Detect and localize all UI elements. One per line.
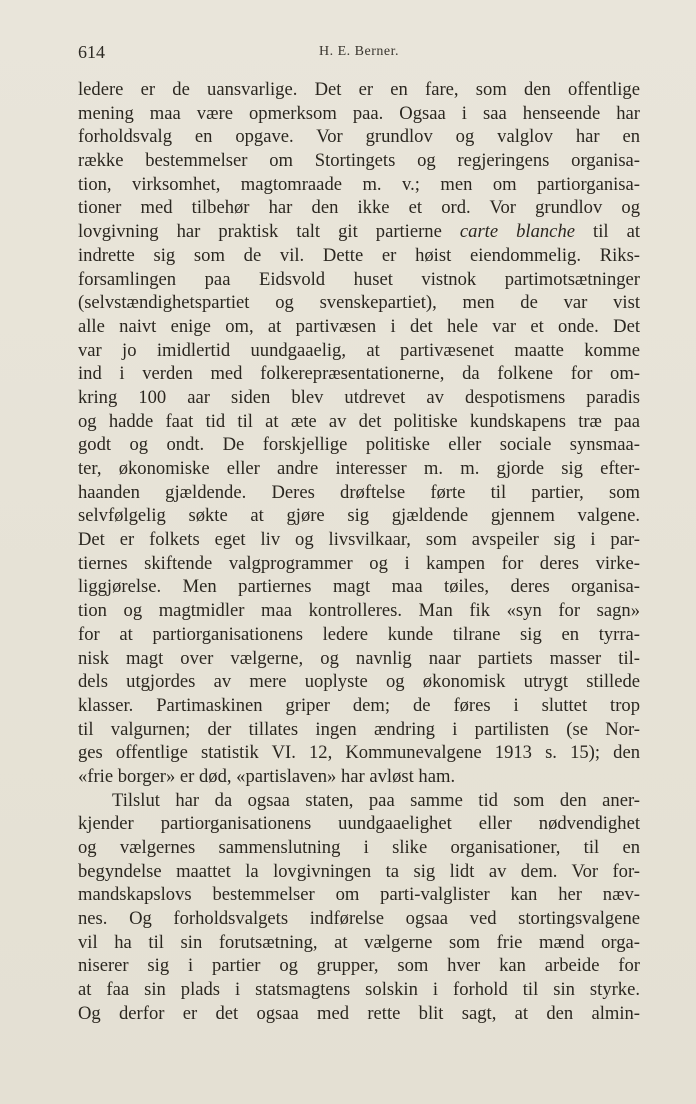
text-line: niserer sig i partier og grupper, som hver kan arbeide for [78, 955, 640, 977]
text-line: klasser. Partimaskinen griper dem; de føres i sluttet trop [78, 694, 640, 716]
text-line: var jo imidlertid uundgaaelig, at partivæsenet maatte komme [78, 339, 640, 361]
text-line: og vælgernes sammenslutning i slike organisationer, til en [78, 837, 640, 858]
text-line: indrette sig som de vil. Dette er høist eiendommelig. Riks- [78, 244, 640, 266]
running-head: H. E. Berner. [319, 44, 399, 59]
text-line: dels utgjordes av mere uoplyste og økonomisk utrygt stillede [78, 671, 640, 693]
text-line: Tilslut har da ogsaa staten, paa samme tid som den aner- [112, 789, 640, 811]
text-line: forsamlingen paa Eidsvold huset vistnok partimotsætninger [78, 268, 640, 290]
text-line: selvfølgelig søkte at gjøre sig gjældende gjennem valgene. [78, 505, 640, 527]
text-line: vil ha til sin forutsætning, at vælgerne som frie mænd orga- [78, 931, 640, 953]
italic-phrase: carte blanche [459, 221, 575, 243]
text-segment: til at [593, 221, 640, 243]
text-line: nes. Og forholdsvalgets indførelse ogsaa ved stortingsvalgene [78, 908, 640, 930]
text-line: alle naivt enige om, at partivæsen i det hele var et onde. Det [78, 315, 640, 337]
text-segment: lovgivning har praktisk talt git partierne [78, 221, 442, 243]
text-line: tion og magtmidler maa kontrolleres. Man fik «syn for sagn» [78, 600, 640, 622]
text-line: forholdsvalg en opgave. Vor grundlov og valglov har en [78, 126, 640, 148]
body-text [78, 78, 640, 1026]
text-line: mening maa være opmerksom paa. Ogsaa i saa henseende har [78, 102, 640, 124]
text-line: række bestemmelser om Stortingets og regjeringens organisa- [78, 150, 640, 172]
text-line: Det er folkets eget liv og livsvilkaar, som avspeiler sig i par- [78, 529, 640, 551]
text-line: tiernes skiftende valgprogrammer og i kampen for deres virke- [78, 552, 640, 574]
text-line: tioner med tilbehør har den ikke et ord. Vor grundlov og [78, 197, 640, 219]
text-line: ter, økonomiske eller andre interesser m. m. gjorde sig efter- [78, 458, 640, 479]
text-line: Og derfor er det ogsaa med rette blit sagt, at den almin- [78, 1002, 640, 1024]
text-line: mandskapslovs bestemmelser om parti-valglister kan her næv- [78, 884, 640, 906]
text-line: «frie borger» er død, «partislaven» har avløst ham. [78, 765, 456, 787]
text-line: begyndelse maattet la lovgivningen ta sig lidt av dem. Vor for- [78, 860, 640, 882]
text-line: at faa sin plads i statsmagtens solskin i forhold til sin styrke. [78, 979, 640, 1001]
text-line: godt og ondt. De forskjellige politiske eller sociale synsmaa- [78, 434, 640, 456]
text-line: til valgurnen; der tillates ingen ændring i partilisten (se Nor- [78, 718, 640, 740]
page-header [78, 42, 640, 66]
text-line: ind i verden med folkerepræsentationerne, da folkene for om- [78, 363, 640, 385]
text-line: (selvstændighetspartiet og svenskepartiet), men de var vist [78, 292, 640, 314]
text-line: ledere er de uansvarlige. Det er en fare, som den offentlige [78, 79, 640, 100]
text-line: liggjørelse. Men partiernes magt maa tøiles, deres organisa- [78, 576, 640, 598]
text-line: kjender partiorganisationens uundgaaelighet eller nødvendighet [78, 813, 640, 835]
text-line: og hadde faat tid til at æte av det politiske kundskapens træ paa [78, 410, 640, 432]
text-line: kring 100 aar siden blev utdrevet av despotismens paradis [78, 386, 640, 408]
text-line: for at partiorganisationens ledere kunde tilrane sig en tyrra- [78, 623, 640, 645]
text-line: nisk magt over vælgerne, og navnlig naar partiets masser til- [78, 647, 640, 669]
page-number: 614 [78, 42, 105, 62]
text-line: haanden gjældende. Deres drøftelse førte til partier, som [78, 481, 640, 503]
text-line: tion, virksomhet, magtomraade m. v.; men om partiorganisa- [78, 173, 640, 195]
text-line: ges offentlige statistik VI. 12, Kommunevalgene 1913 s. 15); den [78, 742, 640, 764]
text-line [78, 220, 640, 244]
